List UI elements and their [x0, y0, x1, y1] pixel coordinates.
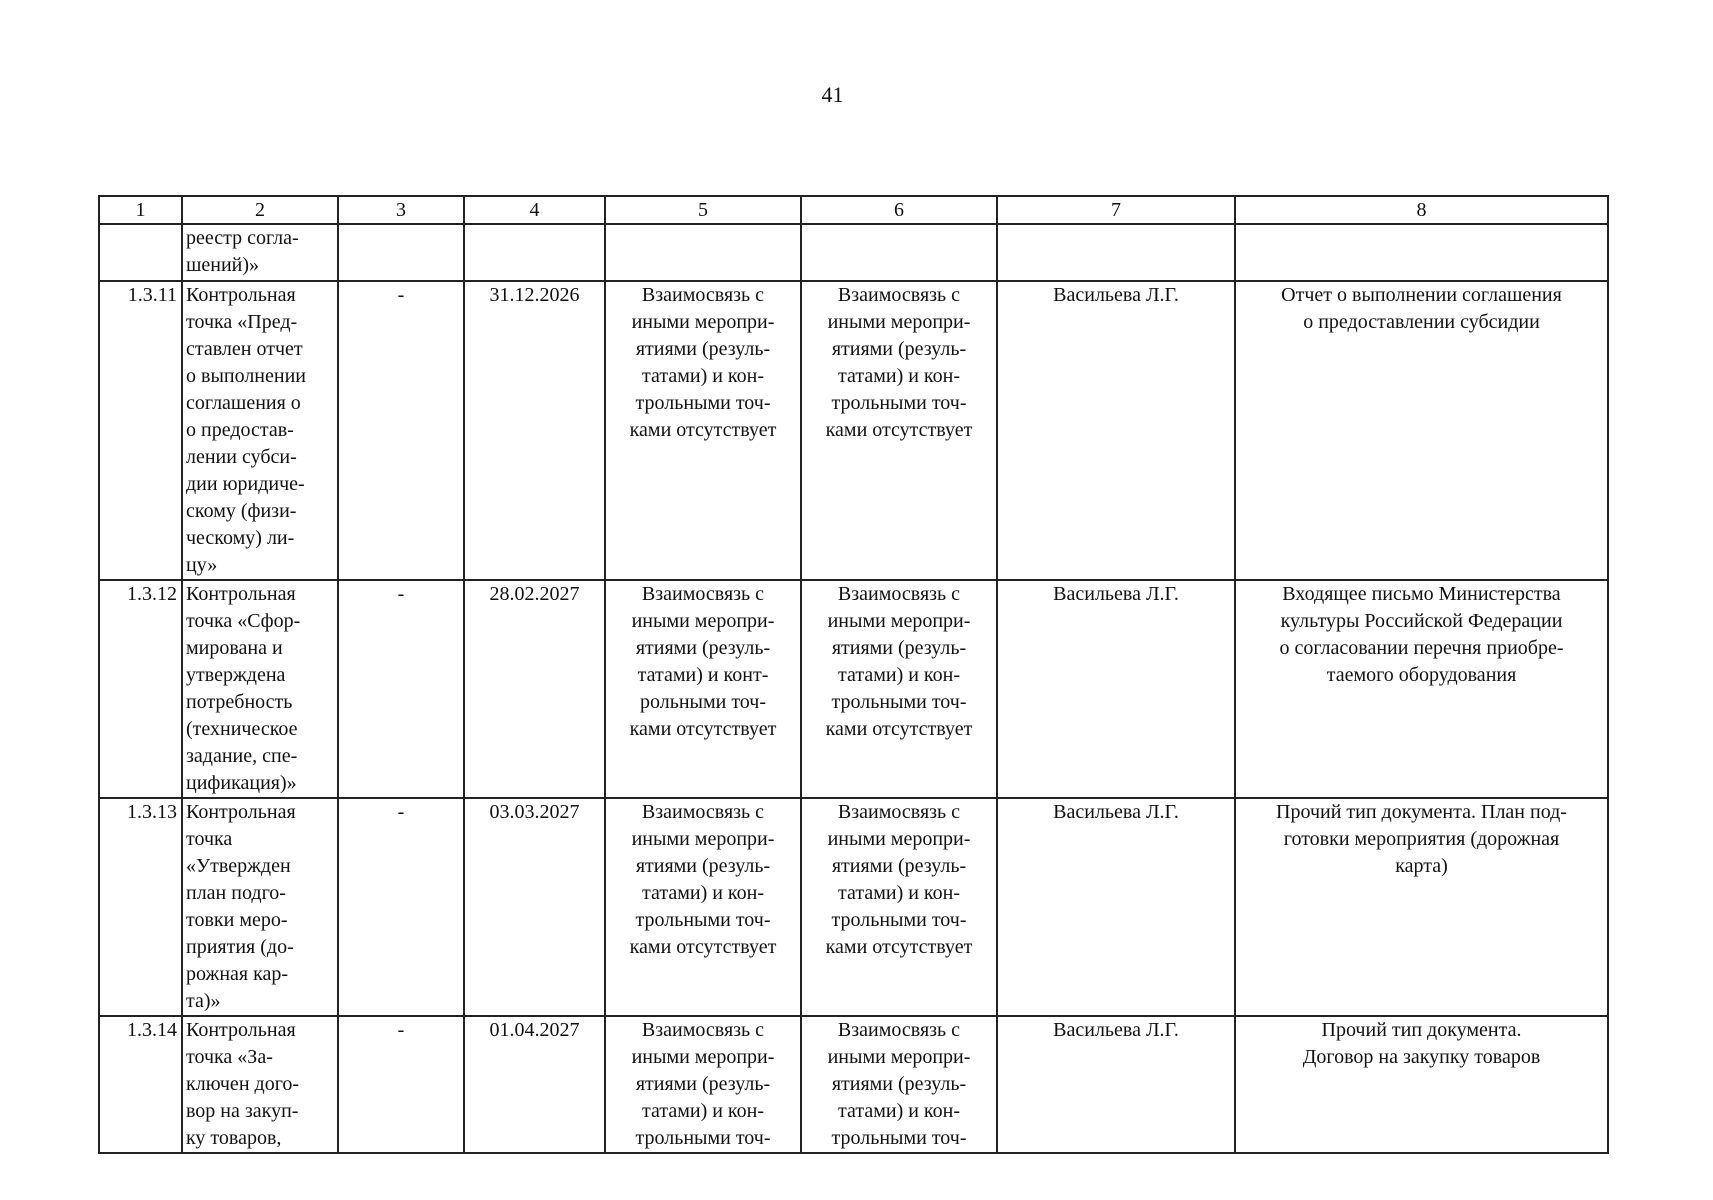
cell-document: Входящее письмо Министерства культуры Российской Федерации о согласовании перечня приобре- таемого оборудования: [1235, 580, 1608, 798]
column-header: 8: [1235, 196, 1608, 224]
cell-relation-5: [605, 224, 801, 281]
column-header: 6: [801, 196, 997, 224]
cell-date: 31.12.2026: [464, 281, 605, 580]
cell-id: 1.3.13: [99, 798, 182, 1016]
cell-col3: -: [338, 281, 464, 580]
column-header: 4: [464, 196, 605, 224]
cell-description: Контрольная точка «За- ключен дого- вор на закуп- ку товаров,: [182, 1016, 338, 1153]
cell-date: 28.02.2027: [464, 580, 605, 798]
table-row-continuation: [99, 224, 1608, 281]
cell-date: 03.03.2027: [464, 798, 605, 1016]
cell-document: Прочий тип документа. Договор на закупку товаров: [1235, 1016, 1608, 1153]
cell-responsible: Васильева Л.Г.: [997, 1016, 1235, 1153]
cell-relation-5: Взаимосвязь с иными меропри- ятиями (резуль- татами) и кон- трольными точ-: [605, 1016, 801, 1153]
cell-col3: [338, 224, 464, 281]
page-number: 41: [821, 82, 844, 107]
table-row: [99, 580, 1608, 798]
column-header: 5: [605, 196, 801, 224]
column-header: 3: [338, 196, 464, 224]
cell-id: 1.3.14: [99, 1016, 182, 1153]
cell-description: реестр согла- шений)»: [182, 224, 338, 281]
cell-description: Контрольная точка «Утвержден план подго- товки меро- приятия (до- рожная кар- та)»: [182, 798, 338, 1016]
cell-document: Прочий тип документа. План под- готовки мероприятия (дорожная карта): [1235, 798, 1608, 1016]
cell-relation-6: Взаимосвязь с иными меропри- ятиями (резуль- татами) и кон- трольными точ- ками отсутствует: [801, 281, 997, 580]
column-header-row: [99, 196, 1608, 224]
table-row: [99, 1016, 1608, 1153]
cell-relation-6: Взаимосвязь с иными меропри- ятиями (резуль- татами) и кон- трольными точ- ками отсутствует: [801, 580, 997, 798]
cell-date: [464, 224, 605, 281]
column-header: 2: [182, 196, 338, 224]
cell-document: Отчет о выполнении соглашения о предоставлении субсидии: [1235, 281, 1608, 580]
cell-relation-5: Взаимосвязь с иными меропри- ятиями (резуль- татами) и кон- трольными точ- ками отсутствует: [605, 281, 801, 580]
table-row: [99, 798, 1608, 1016]
cell-responsible: [997, 224, 1235, 281]
cell-relation-6: Взаимосвязь с иными меропри- ятиями (резуль- татами) и кон- трольными точ-: [801, 1016, 997, 1153]
table-row: [99, 281, 1608, 580]
cell-col3: -: [338, 798, 464, 1016]
cell-id: 1.3.12: [99, 580, 182, 798]
cell-date: 01.04.2027: [464, 1016, 605, 1153]
cell-relation-5: Взаимосвязь с иными меропри- ятиями (резуль- татами) и кон- трольными точ- ками отсутствует: [605, 798, 801, 1016]
cell-col3: -: [338, 580, 464, 798]
cell-relation-5: Взаимосвязь с иными меропри- ятиями (резуль- татами) и конт- рольными точ- ками отсутствует: [605, 580, 801, 798]
cell-id: [99, 224, 182, 281]
cell-description: Контрольная точка «Пред- ставлен отчет о выполнении соглашения о о предостав- лении субси- дии юридиче- скому (физи- ческому) ли- цу»: [182, 281, 338, 580]
column-header: 7: [997, 196, 1235, 224]
cell-responsible: Васильева Л.Г.: [997, 798, 1235, 1016]
cell-responsible: Васильева Л.Г.: [997, 281, 1235, 580]
cell-col3: -: [338, 1016, 464, 1153]
control-points-table: [98, 195, 1609, 1154]
cell-relation-6: Взаимосвязь с иными меропри- ятиями (резуль- татами) и кон- трольными точ- ками отсутствует: [801, 798, 997, 1016]
cell-responsible: Васильева Л.Г.: [997, 580, 1235, 798]
cell-description: Контрольная точка «Сфор- мирована и утверждена потребность (техническое задание, спе- цификация)»: [182, 580, 338, 798]
column-header: 1: [99, 196, 182, 224]
cell-id: 1.3.11: [99, 281, 182, 580]
cell-document: [1235, 224, 1608, 281]
cell-relation-6: [801, 224, 997, 281]
